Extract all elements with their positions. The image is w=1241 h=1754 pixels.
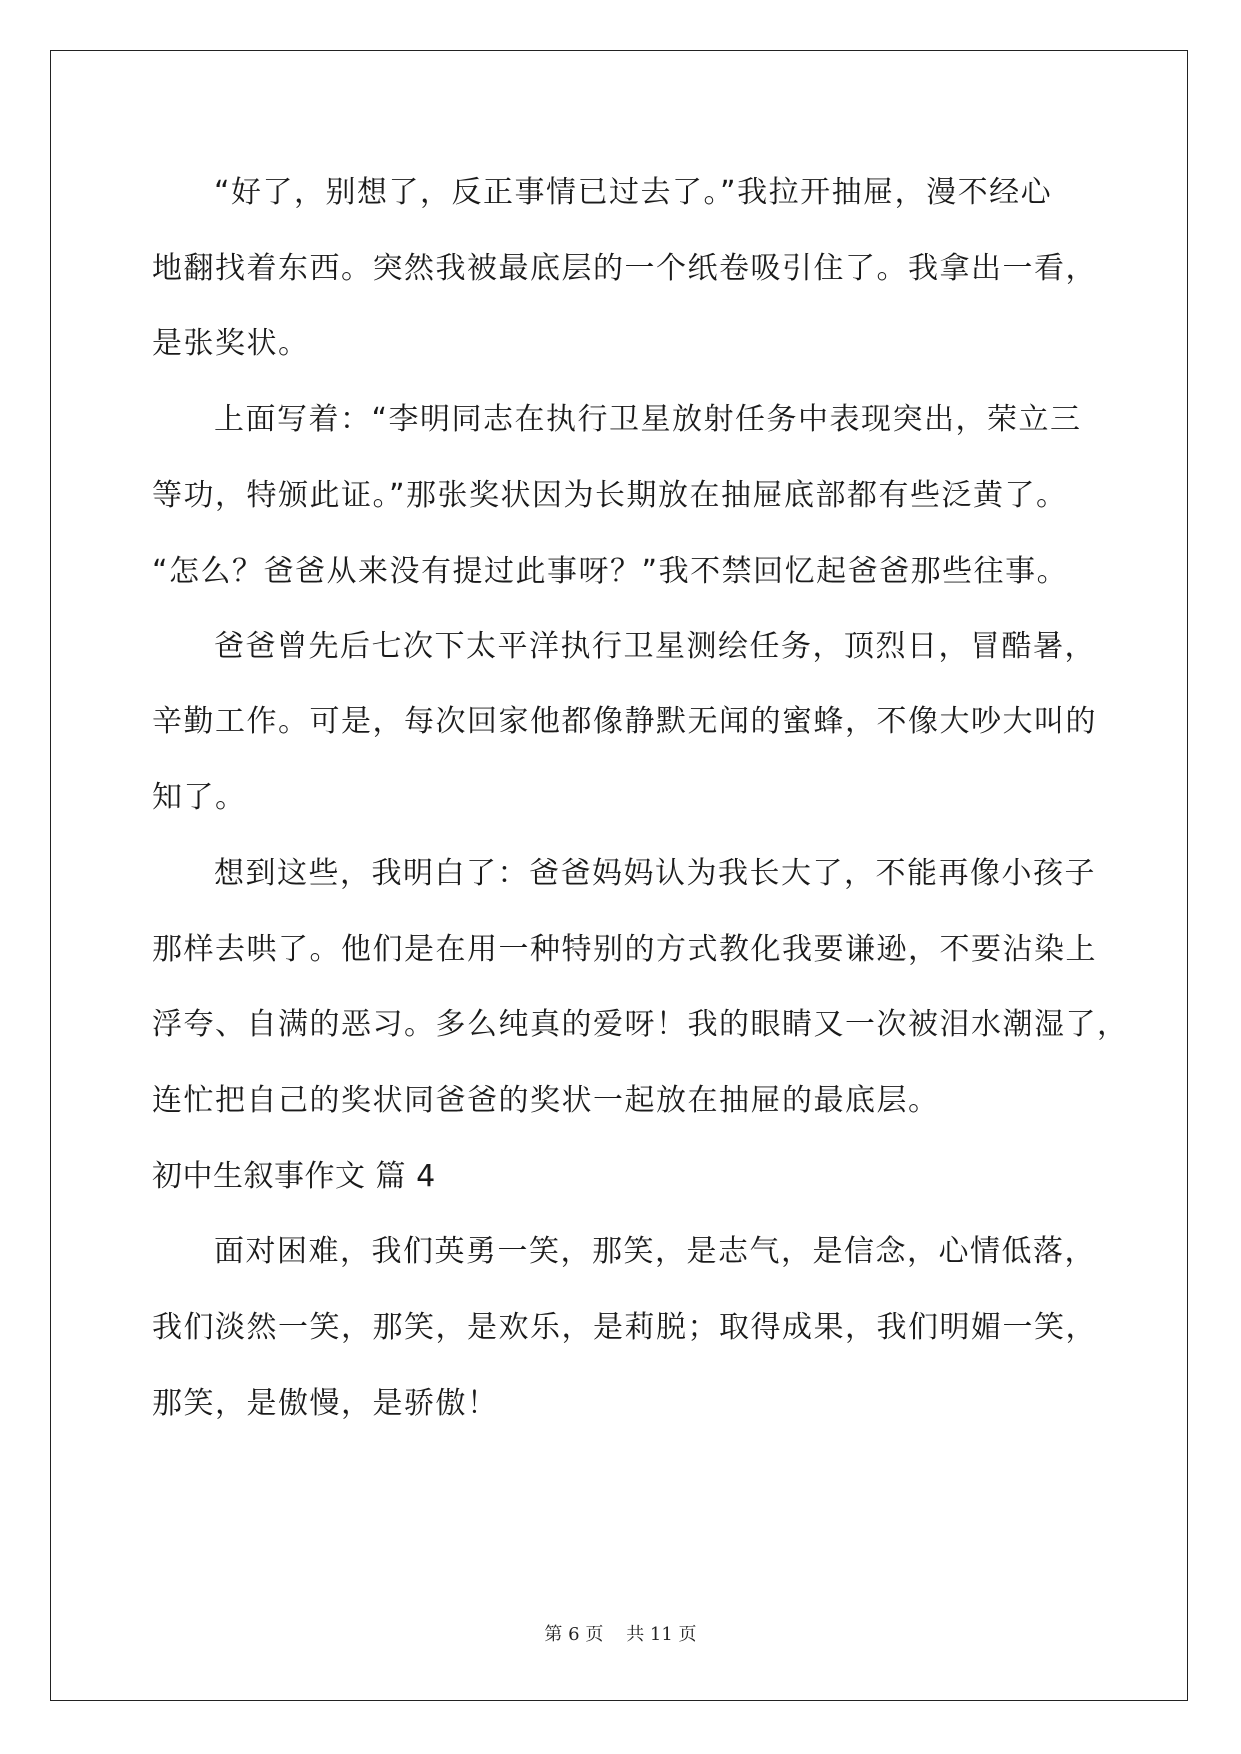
paragraph-3-line-1: 爸爸曾先后七次下太平洋执行卫星测绘任务，顶烈日，冒酷暑， bbox=[214, 629, 1096, 664]
paragraph-3-line-3: 知了。 bbox=[152, 780, 247, 815]
paragraph-5-line-1: 面对困难，我们英勇一笑，那笑，是志气，是信念，心情低落， bbox=[214, 1234, 1096, 1269]
paragraph-1-line-3: 是张奖状。 bbox=[152, 326, 310, 361]
paragraph-4-line-2: 那样去哄了。他们是在用一种特别的方式教化我要谦逊，不要沾染上 bbox=[152, 932, 1097, 967]
paragraph-1-line-2: 地翻找着东西。突然我被最底层的一个纸卷吸引住了。我拿出一看， bbox=[152, 251, 1097, 286]
paragraph-3-line-2: 辛勤工作。可是，每次回家他都像静默无闻的蜜蜂，不像大吵大叫的 bbox=[152, 704, 1097, 739]
page-number-footer: 第 6 页 共 11 页 bbox=[544, 1624, 697, 1645]
paragraph-2-line-2: 等功，特颁此证。”那张奖状因为长期放在抽屉底部都有些泛黄了。 bbox=[152, 478, 1068, 513]
section-heading: 初中生叙事作文 篇 4 bbox=[152, 1159, 436, 1194]
paragraph-2-line-3: “怎么？爸爸从来没有提过此事呀？”我不禁回忆起爸爸那些往事。 bbox=[152, 554, 1069, 589]
paragraph-4-line-3: 浮夸、自满的恶习。多么纯真的爱呀！我的眼睛又一次被泪水潮湿了， bbox=[152, 1007, 1129, 1042]
paragraph-1-line-1: “好了，别想了，反正事情已过去了。”我拉开抽屉，漫不经心 bbox=[214, 175, 1053, 210]
paragraph-5-line-2: 我们淡然一笑，那笑，是欢乐，是莉脱；取得成果，我们明媚一笑， bbox=[152, 1310, 1097, 1345]
paragraph-5-line-3: 那笑，是傲慢，是骄傲！ bbox=[152, 1386, 499, 1421]
paragraph-4-line-1: 想到这些，我明白了：爸爸妈妈认为我长大了，不能再像小孩子 bbox=[214, 856, 1096, 891]
paragraph-2-line-1: 上面写着：“李明同志在执行卫星放射任务中表现突出，荣立三 bbox=[214, 402, 1082, 437]
paragraph-4-line-4: 连忙把自己的奖状同爸爸的奖状一起放在抽屉的最底层。 bbox=[152, 1083, 940, 1118]
